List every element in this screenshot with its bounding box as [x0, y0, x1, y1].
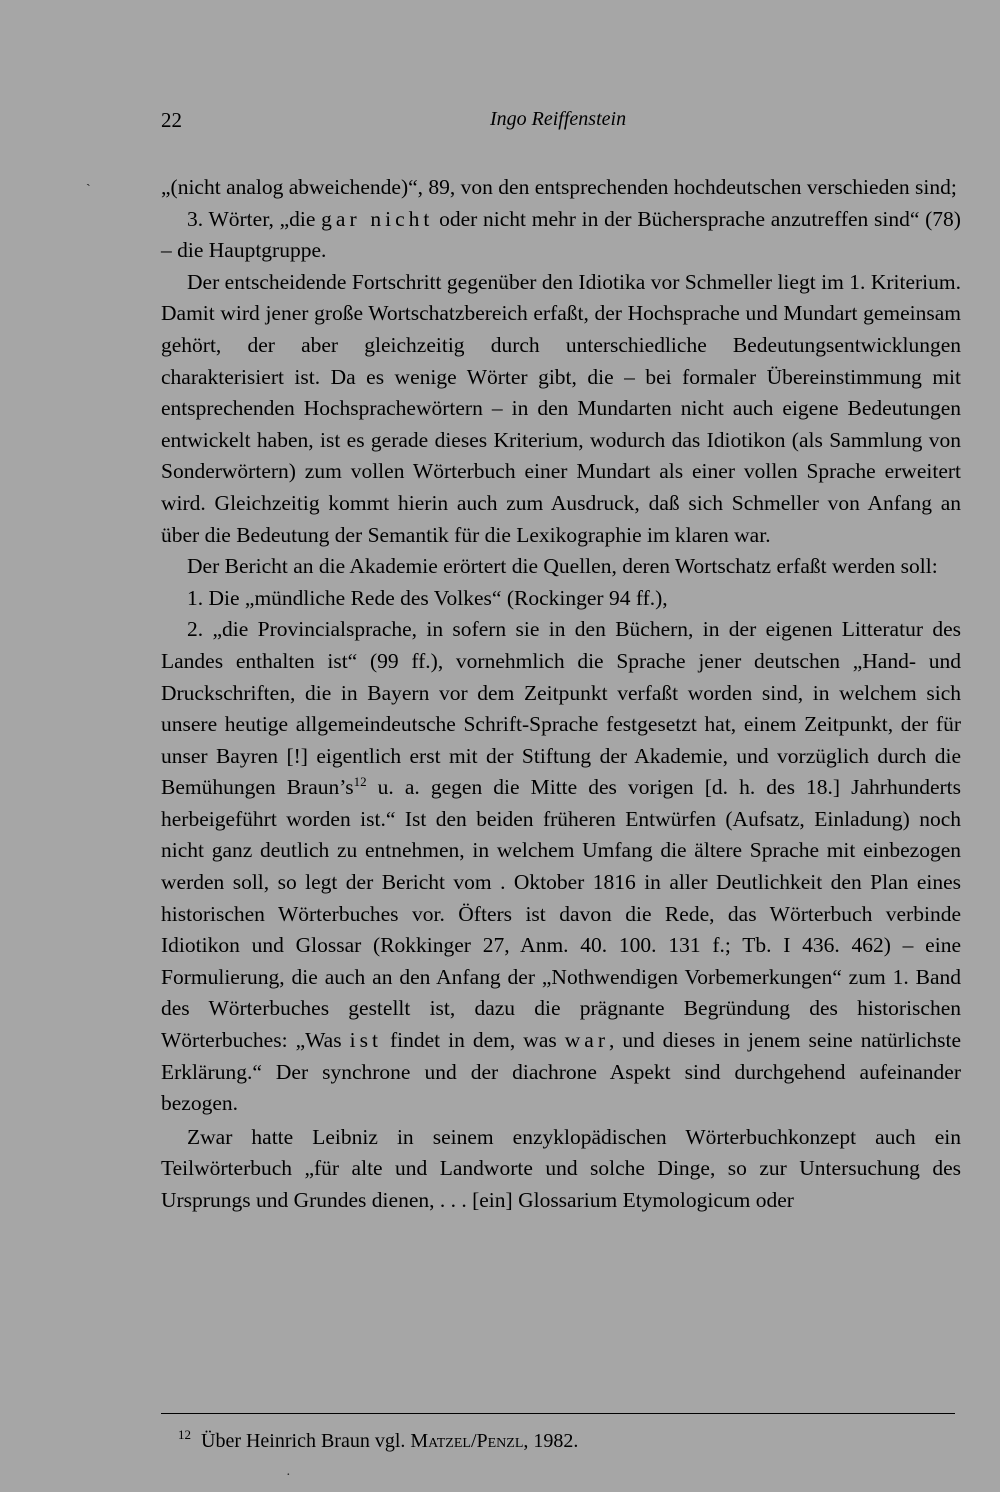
paragraph: 1. Die „mündliche Rede des Volkes“ (Rockinger 94 ff.), [187, 585, 668, 610]
paragraph [161, 204, 961, 267]
spaced-emphasis: gar nicht [321, 206, 434, 231]
text-span: Über Heinrich Braun vgl. [201, 1430, 411, 1452]
scan-speck: · [286, 1468, 291, 1483]
spaced-emphasis: war [564, 1028, 609, 1053]
footnote-reference: 12 [353, 774, 367, 790]
author-names: Matzel/Penzl [410, 1430, 524, 1452]
text-span: oder nicht mehr in der Büchersprache anzutreffen sind“ (78) – die Hauptgruppe. [161, 206, 961, 263]
text-span: u. a. gegen die Mitte des vorigen [d. h. des 18.] Jahrhunderts herbeigeführt worden ist.“ Ist den beiden früheren Entwürfen (Aufsatz, Einladung) noch nicht ganz deutlich zu entnehmen, in welchem Umfang die ältere Sprache mit einbezogen werden soll, so legt der Bericht vom . Oktober 1816 in aller Deutlichkeit den Plan eines historischen Wörterbuches vor. Öfters ist davon die Rede, das Wörterbuch verbinde Idiotikon und Glossar (Rokkinger 27, Anm. 40. 100. 131 f.; Tb. I 436. 462) – eine Formulierung, die auch an den Anfang der „Nothwendigen Vorbemerkungen“ zum 1. Band des Wörterbuches gestellt ist, dazu die prägnante Begründung des historischen Wörterbuches: „Was [161, 775, 961, 1053]
text-span: 2. „die Provincialsprache, in sofern sie in den Büchern, in der eigenen Litteratur des Landes enthalten ist“ (99 ff.), vornehmlich die Sprache jener deutschen „Hand- und Druckschriften, die in Bayern vor dem Zeitpunkt verfaßt worden sind, in welchem sich unsere heutige allgemeindeutsche Schrift-Sprache festgesetzt hat, einem Zeitpunkt, der für unser Bayren [!] eigentlich erst mit der Stiftung der Akademie, und vorzüglich durch die Bemühungen Braun’s [161, 617, 961, 800]
paragraph [161, 614, 961, 1120]
text-span: , 1982. [523, 1430, 579, 1452]
footnote [178, 1427, 579, 1453]
paragraph [161, 172, 961, 204]
page-number: 22 [161, 108, 182, 132]
running-head: Ingo Reiffenstein [490, 108, 627, 130]
text-span: „(nicht analog abweichende)“, 89, von den entsprechenden hochdeutschen verschieden sind; [161, 175, 957, 199]
text-span: findet in dem, was [381, 1028, 565, 1053]
text-span: , und dieses in jenem seine natürlichste Erklärung.“ Der synchrone und der diachrone Aspekt sind durchgehend aufeinander bezogen. [161, 1028, 961, 1116]
spaced-emphasis: ist [349, 1028, 382, 1053]
paragraph: Der Bericht an die Akademie erörtert die Quellen, deren Wortschatz erfaßt werden soll: [187, 554, 938, 579]
text-span: 3. Wörter, „die [187, 206, 322, 231]
footnote-number: 12 [178, 1427, 191, 1442]
paragraph: Zwar hatte Leibniz in seinem enzyklopädischen Wörterbuchkonzept auch ein Teilwörterbuch „für alte und Landworte und solche Dinge, so zur Untersuchung des Ursprungs und Grundes dienen, . . . [ein] Glossarium Etymologicum oder [161, 1124, 961, 1212]
footnote-divider [161, 1413, 955, 1414]
scan-speck: ˎ [86, 172, 91, 187]
paragraph: Der entscheidende Fortschritt gegenüber den Idiotika vor Schmeller liegt im 1. Kriterium. Damit wird jener große Wortschatzbereich erfaßt, der Hochsprache und Mundart gemeinsam gehört, der aber gleichzeitig durch unterschiedliche Bedeutungsentwicklungen charakterisiert ist. Da es wenige Wörter gibt, die – bei formaler Übereinstimmung mit entsprechenden Hochsprachewörtern – in den Mundarten nicht auch eigene Bedeutungen entwickelt haben, ist es gerade dieses Kriterium, wodurch das Idiotikon (als Sammlung von Sonderwörtern) zum vollen Wörterbuch einer Mundart als einer vollen Sprache erweitert wird. Gleichzeitig kommt hierin auch zum Ausdruck, daß sich Schmeller von Anfang an über die Bedeutung der Semantik für die Lexikographie im klaren war. [161, 269, 961, 547]
body-text [161, 172, 961, 1217]
